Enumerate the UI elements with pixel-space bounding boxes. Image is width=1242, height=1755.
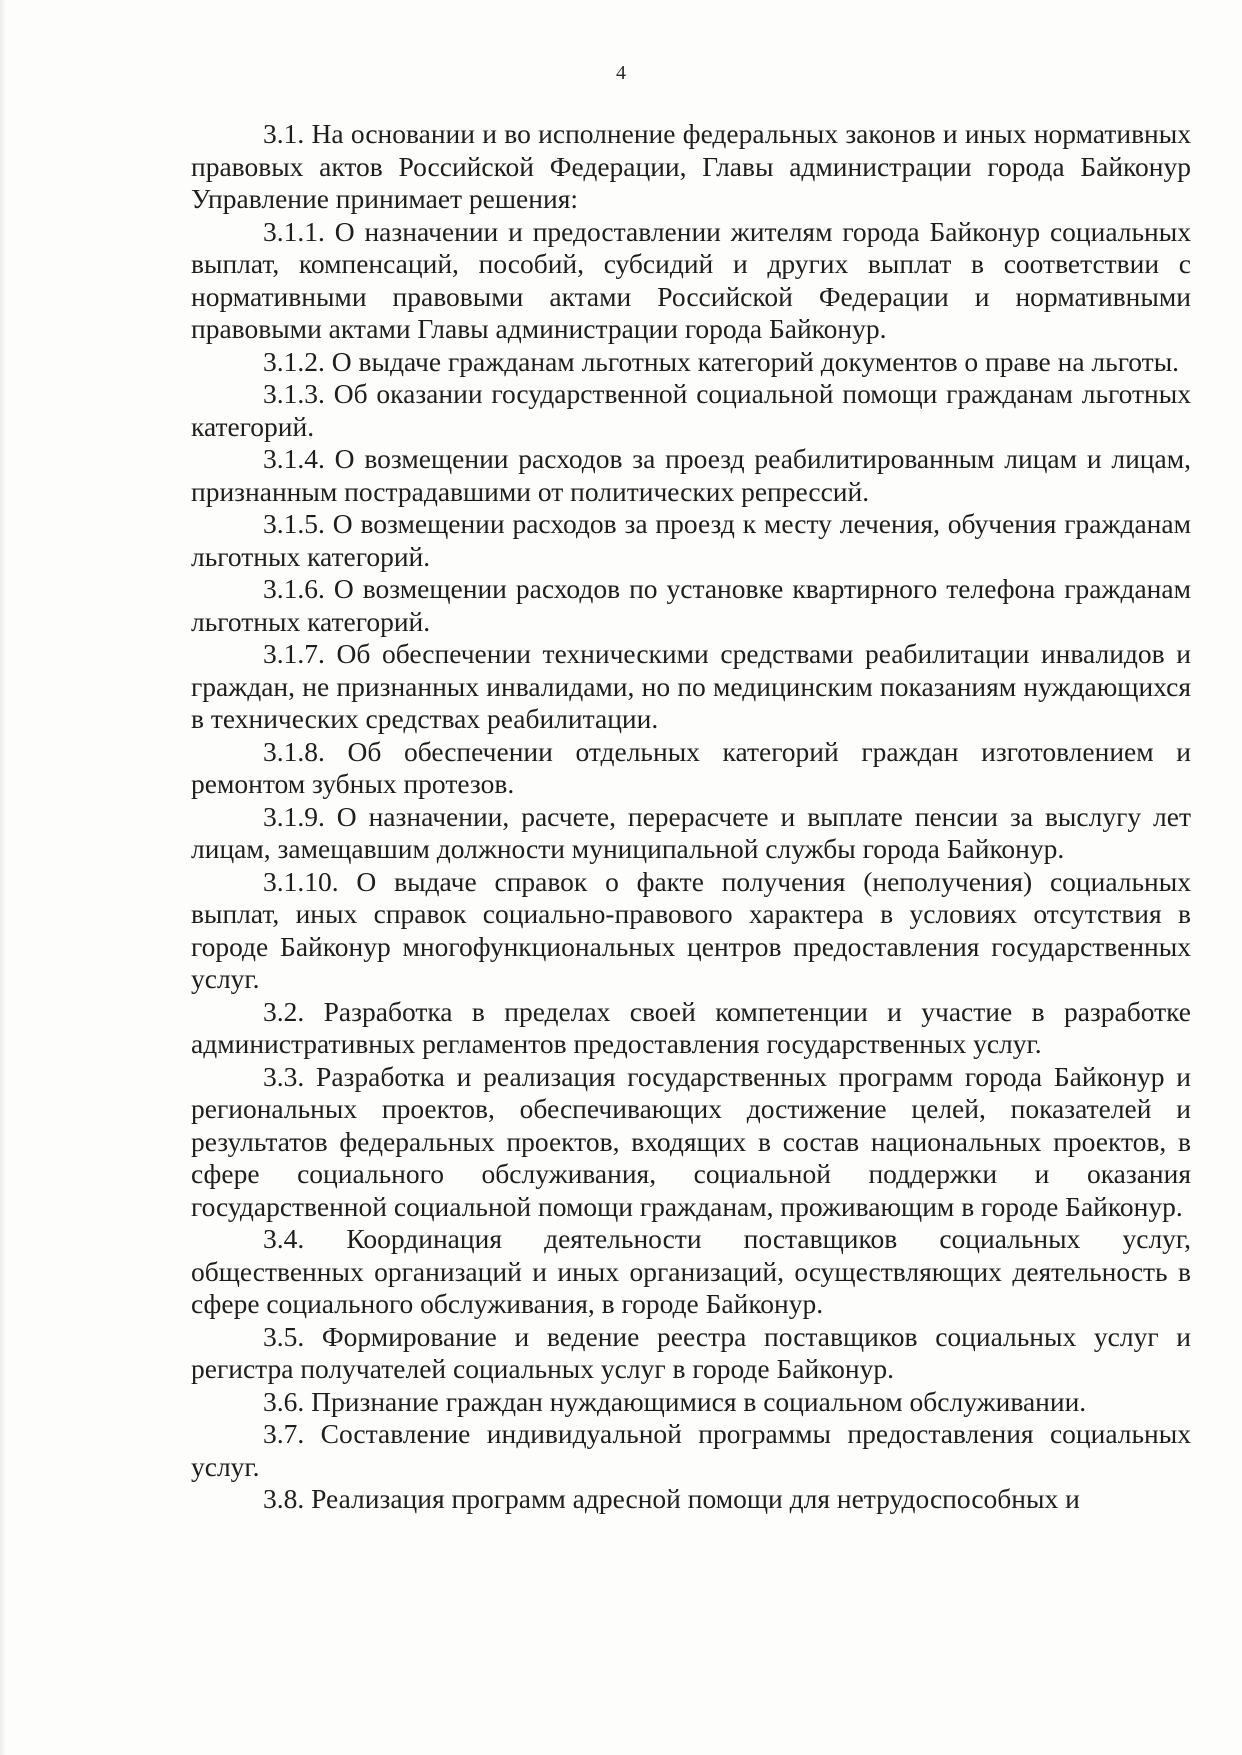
paragraph-3-1-2: 3.1.2. О выдаче гражданам льготных категорий документов о праве на льготы.	[263, 345, 1180, 377]
paragraph-3-2: 3.2. Разработка в пределах своей компетенции и участие в разработке административных регламентов предоставления государственных услуг.	[191, 995, 1191, 1059]
document-body	[191, 118, 1191, 1516]
paragraph-3-1-4: 3.1.4. О возмещении расходов за проезд реабилитированным лицам и лицам, признанным пострадавшими от политических репрессий.	[191, 443, 1191, 507]
paragraph-3-1-9: 3.1.9. О назначении, расчете, перерасчете и выплате пенсии за выслугу лет лицам, замещавшим должности муниципальной службы города Байконур.	[191, 800, 1191, 864]
paragraph-3-4: 3.4. Координация деятельности поставщиков социальных услуг, общественных организаций и иных организаций, осуществляющих деятельность в сфере социального обслуживания, в городе Байконур.	[191, 1223, 1191, 1319]
page-number: 4	[616, 62, 626, 84]
paragraph-3-1-10: 3.1.10. О выдаче справок о факте получения (неполучения) социальных выплат, иных справок социально-правового характера в условиях отсутствия в городе Байконур многофункциональных центров предоставления государственных услуг.	[191, 865, 1191, 994]
paragraph-3-1-7: 3.1.7. Об обеспечении техническими средствами реабилитации инвалидов и граждан, не признанных инвалидами, но по медицинским показаниям нуждающихся в технических средствах реабилитации.	[191, 638, 1191, 734]
paragraph-3-1-5: 3.1.5. О возмещении расходов за проезд к месту лечения, обучения гражданам льготных категорий.	[191, 508, 1191, 572]
scan-edge-shadow	[0, 0, 6, 1755]
paragraph-3-6: 3.6. Признание граждан нуждающимися в социальном обслуживании.	[263, 1385, 1087, 1417]
paragraph-3-1-1: 3.1.1. О назначении и предоставлении жителям города Байконур социальных выплат, компенсаций, пособий, субсидий и других выплат в соответствии с нормативными правовыми актами Российской Федерации и нормативными правовыми актами Главы администрации города Байконур.	[191, 215, 1191, 344]
paragraph-3-3: 3.3. Разработка и реализация государственных программ города Байконур и региональных проектов, обеспечивающих достижение целей, показателей и результатов федеральных проектов, входящих в состав национальных проектов, в сфере социального обслуживания, социальной поддержки и оказания государственной социальной помощи гражданам, проживающим в городе Байконур.	[191, 1060, 1191, 1222]
paragraph-3-8: 3.8. Реализация программ адресной помощи для нетрудоспособных и	[263, 1483, 1080, 1514]
paragraph-3-5: 3.5. Формирование и ведение реестра поставщиков социальных услуг и регистра получателей социальных услуг в городе Байконур.	[191, 1320, 1191, 1384]
paragraph-3-1-8: 3.1.8. Об обеспечении отдельных категорий граждан изготовлением и ремонтом зубных протезов.	[191, 735, 1191, 799]
paragraph-3-1-3: 3.1.3. Об оказании государственной социальной помощи гражданам льготных категорий.	[191, 378, 1191, 442]
paragraph-3-1: 3.1. На основании и во исполнение федеральных законов и иных нормативных правовых актов Российской Федерации, Главы администрации города Байконур Управление принимает решения:	[191, 118, 1191, 214]
paragraph-3-1-6: 3.1.6. О возмещении расходов по установке квартирного телефона гражданам льготных категорий.	[191, 573, 1191, 637]
paragraph-3-7: 3.7. Составление индивидуальной программы предоставления социальных услуг.	[191, 1418, 1191, 1482]
